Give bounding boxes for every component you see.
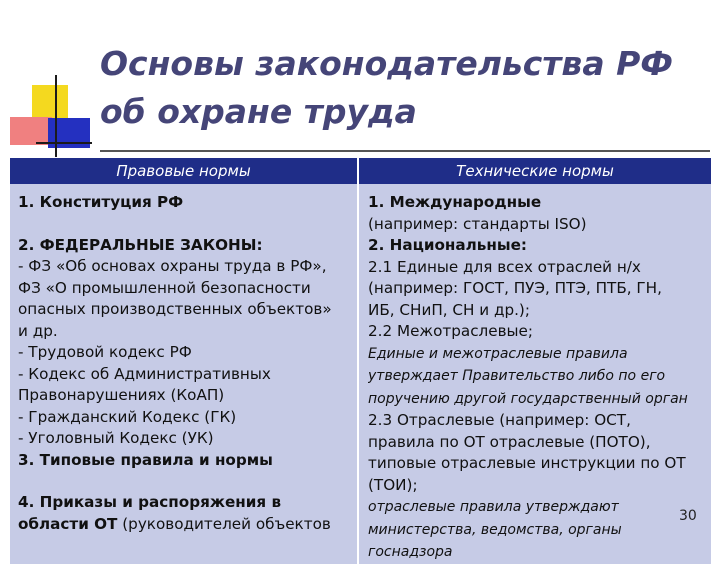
left-norm-line — [18, 342, 349, 364]
left-norm-text: 4. Приказы и распоряжения в — [18, 493, 282, 511]
decor-red-square — [10, 117, 52, 145]
right-norm-text: ИБ, СНиП, СН и др.); — [368, 300, 530, 319]
right-norm-text: (например: ГОСТ, ПУЭ, ПТЭ, ПТБ, ГН, — [368, 279, 662, 297]
left-norm-line — [18, 278, 349, 300]
right-norm-line — [368, 496, 703, 519]
title-line-2: об охране труда — [100, 92, 417, 131]
right-norm-text: типовые отраслевые инструкции по ОТ — [368, 454, 686, 472]
left-norm-line — [18, 321, 349, 343]
table-header-row — [10, 158, 711, 184]
right-norm-text: 2. Национальные: — [368, 236, 527, 254]
left-norm-line — [18, 192, 349, 214]
right-norm-line — [368, 541, 703, 564]
left-norm-text: Правонарушениях (КоАП) — [18, 386, 225, 404]
right-norm-line — [368, 432, 703, 454]
left-norm-text: 2. ФЕДЕРАЛЬНЫЕ ЗАКОНЫ: — [18, 235, 263, 254]
right-norm-line — [368, 278, 703, 300]
left-norm-line — [18, 407, 349, 429]
left-norm-text: и др. — [18, 321, 58, 340]
right-norm-line — [368, 475, 703, 497]
right-norm-text: 2.3 Отраслевые (например: ОСТ, — [368, 411, 631, 429]
decor-horizontal-line — [36, 142, 92, 144]
left-norm-line — [18, 364, 349, 386]
table-body-row — [10, 184, 711, 564]
left-norm-text: области ОТ — [18, 514, 118, 533]
slide-title — [100, 40, 700, 136]
left-norm-text: ФЗ «О промышленной безопасности — [18, 278, 311, 297]
right-norm-text: правила по ОТ отраслевые (ПОТО), — [368, 432, 651, 451]
left-norm-line — [18, 514, 349, 536]
right-norm-text: (например: стандарты ISO) — [368, 214, 587, 233]
left-norm-text: - ФЗ «Об основах охраны труда в РФ», — [18, 257, 327, 275]
right-norm-text: утверждает Правительство либо по его — [368, 368, 666, 384]
right-norm-text: отраслевые правила утверждают — [368, 499, 619, 515]
right-norm-line — [368, 321, 703, 343]
left-norm-line — [18, 299, 349, 321]
title-divider — [100, 150, 710, 152]
right-norm-line — [368, 192, 703, 214]
right-norm-text: 2.1 Единые для всех отраслей н/х — [368, 257, 641, 276]
technical-norms-cell — [358, 184, 711, 564]
right-norm-line — [368, 257, 703, 279]
right-norm-line — [368, 365, 703, 388]
legal-norms-list — [18, 192, 349, 564]
technical-norms-list — [368, 192, 703, 564]
right-norm-text: 1. Международные — [368, 193, 542, 211]
left-norm-line — [18, 450, 349, 472]
left-norm-suffix: (руководителей объектов — [117, 514, 331, 533]
right-norm-line — [368, 519, 703, 542]
left-norm-text: опасных производственных объектов» — [18, 300, 332, 318]
left-norm-line — [18, 471, 349, 492]
decor-vertical-line — [55, 75, 57, 157]
right-norm-line — [368, 343, 703, 366]
left-norm-text: - Кодекс об Административных — [18, 364, 271, 383]
left-norm-line — [18, 428, 349, 450]
legal-norms-cell — [10, 184, 358, 564]
left-norm-text: - Гражданский Кодекс (ГК) — [18, 407, 237, 426]
left-norm-line — [18, 385, 349, 407]
left-norm-line — [18, 214, 349, 235]
left-norm-line — [18, 256, 349, 278]
left-norm-text: - Уголовный Кодекс (УК) — [18, 429, 214, 447]
left-norm-text: 1. Конституция РФ — [18, 193, 184, 211]
right-norm-text: поручению другой государственный орган — [368, 390, 688, 407]
right-norm-line — [368, 214, 703, 236]
right-norm-text: министерства, ведомства, органы — [368, 521, 622, 538]
left-norm-line — [18, 235, 349, 257]
right-norm-line — [368, 410, 703, 432]
right-norm-line — [368, 300, 703, 322]
title-line-1: Основы законодательства РФ — [100, 44, 673, 83]
decor-yellow-square — [32, 85, 68, 121]
header-technical-norms: Технические нормы — [358, 158, 711, 184]
right-norm-line — [368, 235, 703, 257]
right-norm-line — [368, 388, 703, 411]
right-norm-line — [368, 453, 703, 475]
norms-table — [10, 158, 711, 564]
right-norm-text: госнадзора — [368, 544, 453, 560]
right-norm-text: Единые и межотраслевые правила — [368, 345, 628, 362]
left-norm-line — [18, 492, 349, 514]
left-norm-text: 3. Типовые правила и нормы — [18, 450, 273, 469]
page-number: 30 — [679, 508, 697, 524]
left-norm-text: - Трудовой кодекс РФ — [18, 343, 192, 361]
header-legal-norms: Правовые нормы — [10, 158, 358, 184]
right-norm-text: 2.2 Межотраслевые; — [368, 322, 534, 340]
right-norm-text: (ТОИ); — [368, 475, 418, 494]
